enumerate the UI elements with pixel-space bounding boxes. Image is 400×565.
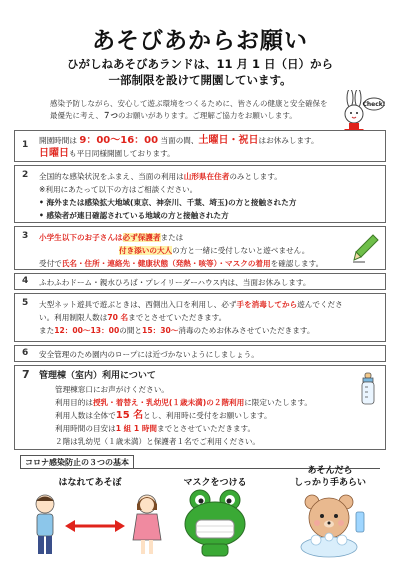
double-arrow-icon: [65, 520, 125, 532]
rule-number: 2: [22, 170, 29, 180]
soap-bottle-icon: [356, 512, 364, 532]
hours-note: 当面の間、: [160, 136, 199, 145]
break-time-1: 12：00～13：00: [54, 326, 120, 335]
intro-text: [50, 98, 330, 122]
rule-number: 4: [22, 276, 29, 286]
duration-label: 利用時間の目安は: [55, 424, 116, 433]
reception-checks: 氏名・住所・連絡先・健康状態（発熱・咳等）・マスクの着用: [61, 259, 271, 268]
rule-body: ふわふわドーム・親水ひろば・プレイリーダーハウス内は、当面お休みします。: [39, 278, 311, 287]
rule-item-6: [14, 345, 386, 362]
sanitize-hands: 手を消毒してから: [236, 300, 298, 309]
rule-number: 1: [22, 140, 29, 150]
soap-bubble-icon: [311, 535, 321, 545]
residency-text: 全国的な感染状況をふまえ、当面の利用は: [39, 172, 184, 181]
closed-days: 土曜日・祝日: [198, 135, 259, 146]
accompany-note: の方と一緒に受付しないと遊べません。: [172, 246, 310, 255]
children-text: 小学生以下のお子さんは: [39, 233, 123, 242]
consult-note: ※利用にあたって以下の方はご相談ください。: [39, 185, 198, 194]
corona-basics-heading: コロナ感染防止の３つの基本: [20, 455, 134, 469]
break-time-2: 15：30～: [142, 326, 179, 335]
management-building-heading: 管理棟（室内）利用について: [39, 371, 156, 381]
residency-highlight: 山形県在住者: [183, 172, 230, 181]
rule-body: [39, 369, 379, 448]
rule-number: 3: [22, 231, 29, 241]
rule-body: 安全管理のため園内のロープには近づかないようにしましょう。: [39, 350, 259, 359]
second-floor-note: ２階は乳幼児（１歳未満）と保護者１名でご利用ください。: [55, 437, 261, 446]
reception-label: 受付で: [39, 259, 62, 268]
tip-handwash-line-2: しっかり手あらい: [293, 478, 366, 488]
reception-tail: を確認します。: [270, 259, 324, 268]
social-distance-illustration: [25, 490, 170, 560]
intro-line-2a: 最優先に考え、: [50, 111, 103, 120]
tip-distance-label: はなれてあそぼ: [58, 478, 122, 488]
rule-body: [39, 231, 379, 270]
rule-body: [39, 134, 379, 160]
purpose-tail: に限定いたします。: [244, 398, 312, 407]
limit-tail: までとさせていただきます。: [128, 313, 227, 322]
net-play-text: 大型ネット遊具で遊ぶときは、西側出入口を利用し、必ず: [39, 300, 237, 309]
bullet-infected-area: • 感染者が連日確認されている地域の方と接触された方: [39, 211, 229, 220]
purpose-label: 利用目的は: [55, 398, 93, 407]
intro-line-1: 感染予防しながら、安心して遊ぶ環境をつくるために、皆さんの健康と安全確保を: [50, 99, 328, 108]
between-text: の間と: [119, 326, 143, 335]
accompanying-adult: 付き添いの大人: [119, 246, 173, 255]
rule-item-3: [14, 226, 386, 270]
rule-item-1: [14, 130, 386, 162]
intro-seven: ７つ: [102, 111, 118, 120]
baby-bottle-icon: [357, 372, 379, 406]
limit-label: い。利用制限人数は: [39, 313, 108, 322]
pencil-icon: [351, 233, 379, 263]
limit-count: 70 名: [107, 313, 129, 322]
purpose-list: 授乳・着替え・乳幼児(１歳未満)の２階利用: [92, 398, 245, 407]
capacity-tail: とし、利用時に受付をお願いします。: [143, 411, 272, 420]
rule-item-2: [14, 165, 386, 223]
net-play-tail: 遊んでくださ: [297, 300, 343, 309]
subtitle-line-1: ひがしねあそびあランドは、11 月 1 日（日）から: [66, 57, 333, 71]
rule-body: [39, 298, 379, 337]
hours-label: 開園時間は: [39, 136, 77, 145]
page-title: あそびあからお願い: [92, 28, 308, 54]
residency-tail: のみとします。: [229, 172, 282, 181]
disinfection-note: 消毒のためお休みさせていただきます。: [178, 326, 315, 335]
intro-line-2c: のお願いがあります。ご理解ご協力をお願いします。: [117, 111, 297, 120]
or-text: または: [160, 233, 184, 242]
tip-mask-label: マスクをつける: [183, 478, 247, 488]
capacity-label: 利用人数は全体で: [55, 411, 116, 420]
bullet-overseas: • 海外または感染拡大地域(東京、神奈川、千葉、埼玉)の方と接触された方: [39, 198, 297, 207]
frog-mask-illustration: [180, 486, 250, 558]
open-hours: 9：00～16：00: [79, 135, 159, 146]
tip-handwash-label: [275, 465, 385, 489]
also-label: また: [39, 326, 55, 335]
mask-icon: [196, 520, 234, 538]
subtitle-line-2: 一部制限を設けて開園しています。: [108, 73, 292, 87]
boy-figure: [36, 495, 54, 554]
rule-number: 5: [22, 298, 29, 308]
duration-tail: までとさせていただきます。: [157, 424, 256, 433]
window-note: 管理棟窓口にお声がけください。: [55, 385, 169, 394]
intro-line-2: [50, 110, 330, 122]
duration-value: 1 組 1 時間: [115, 424, 158, 433]
rule-number: 6: [22, 348, 29, 358]
sunday-label: 日曜日: [39, 148, 69, 159]
rule-body: [39, 170, 379, 222]
girl-figure: [133, 495, 161, 554]
closed-note: はお休みします。: [258, 136, 319, 145]
bear-handwash-illustration: [290, 492, 370, 558]
tip-handwash-line-1: あそんだら: [307, 466, 353, 476]
rule-item-5: [14, 293, 386, 342]
rule-item-4: [14, 273, 386, 290]
check-badge-text: Check!: [362, 101, 386, 108]
rule-number: 7: [22, 368, 30, 381]
rule-item-7: [14, 365, 386, 450]
sunday-note: も平日同様開園しております。: [69, 149, 175, 158]
capacity-count: 15 名: [115, 410, 144, 421]
guardian-required: 必ず保護者: [122, 233, 161, 242]
